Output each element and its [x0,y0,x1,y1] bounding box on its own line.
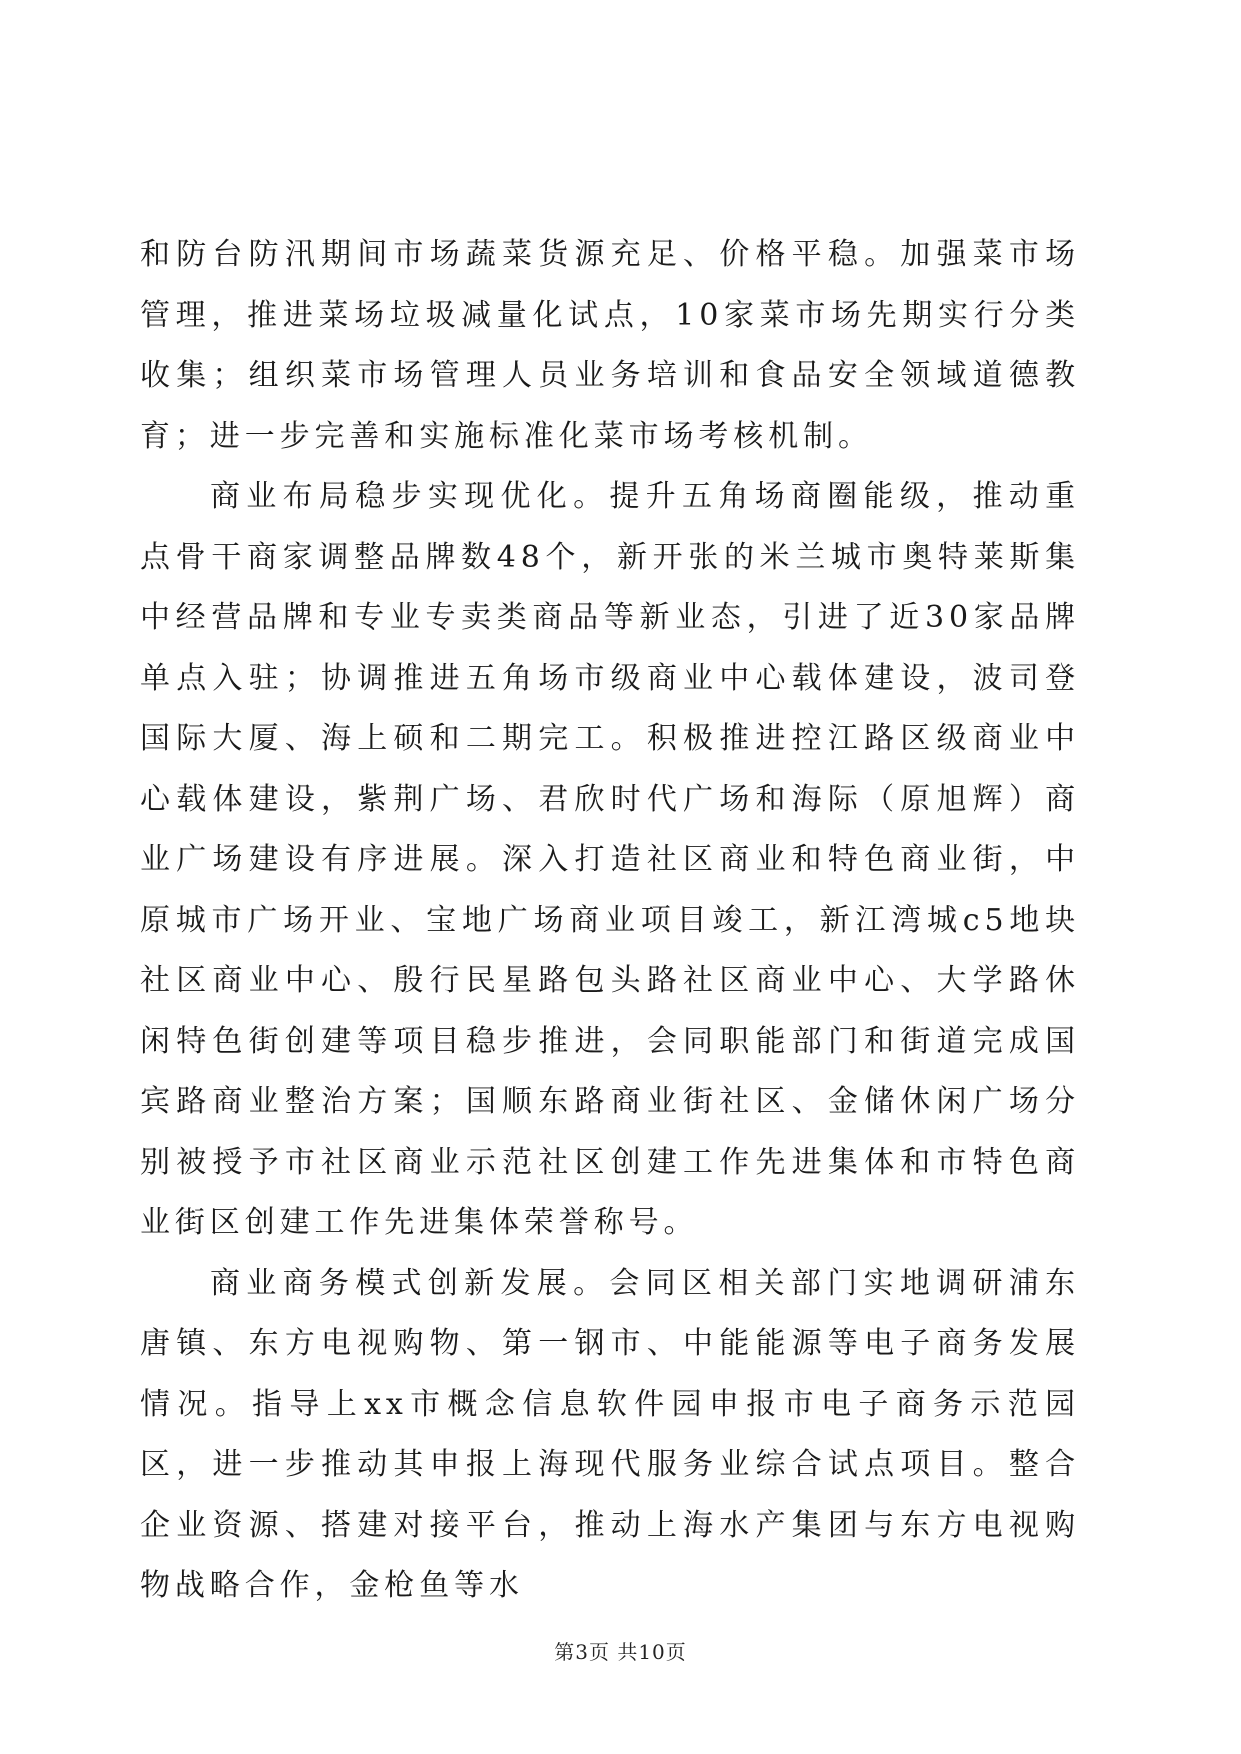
page-number-footer: 第3页 共10页 [554,1640,687,1664]
paragraph-2: 商业布局稳步实现优化。提升五角场商圈能级，推动重点骨干商家调整品牌数48个，新开张的米兰城市奥特莱斯集中经营品牌和专业专卖类商品等新业态，引进了近30家品牌单点入驻；协调推进五角场市级商业中心载体建设，波司登国际大厦、海上硕和二期完工。积极推进控江路区级商业中心载体建设，紫荆广场、君欣时代广场和海际（原旭辉）商业广场建设有序进展。深入打造社区商业和特色商业街，中原城市广场开业、宝地广场商业项目竣工，新江湾城c5地块社区商业中心、殷行民星路包头路社区商业中心、大学路休闲特色街创建等项目稳步推进，会同职能部门和街道完成国宾路商业整治方案；国顺东路商业街社区、金储休闲广场分别被授予市社区商业示范社区创建工作先进集体和市特色商业街区创建工作先进集体荣誉称号。 [140,479,1080,1240]
paragraph-1: 和防台防汛期间市场蔬菜货源充足、价格平稳。加强菜市场管理，推进菜场垃圾减量化试点，10家菜市场先期实行分类收集；组织菜市场管理人员业务培训和食品安全领域道德教育；进一步完善和实施标准化菜市场考核机制。 [140,237,1080,454]
paragraph-3: 商业商务模式创新发展。会同区相关部门实地调研浦东唐镇、东方电视购物、第一钢市、中能能源等电子商务发展情况。指导上xx市概念信息软件园申报市电子商务示范园区，进一步推动其申报上海现代服务业综合试点项目。整合企业资源、搭建对接平台，推动上海水产集团与东方电视购物战略合作，金枪鱼等水 [140,1265,1080,1603]
document-body [140,225,1080,1617]
